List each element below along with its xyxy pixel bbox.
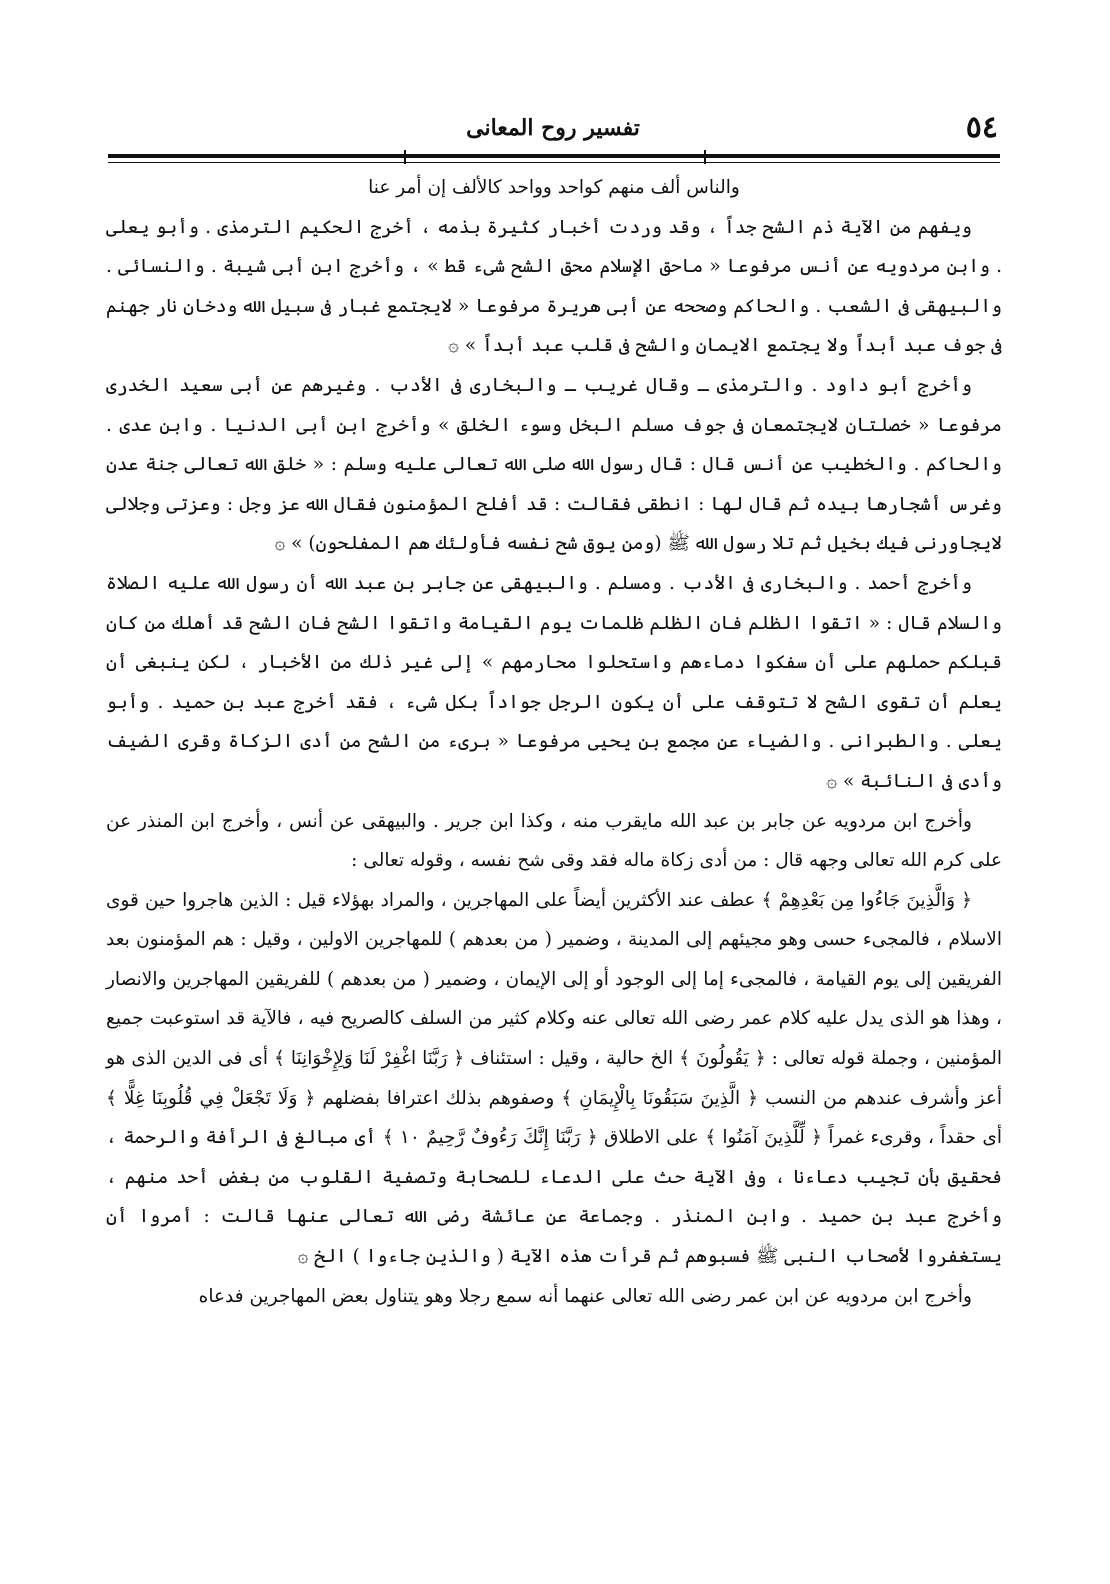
paragraph: وأخرج ابن مردويه عن جابر بن عبد الله مايقرب منه ، وكذا ابن جرير . والبيهقى عن أنس ، وأخرج ابن المنذر عن على كرم الله تعالى وجهه قال : من أدى زكاة ماله فقد وقى شح نفسه ، وقوله تعالى : [106,810,1002,872]
paragraph: وأخرج ابن مردويه عن ابن عمر رضى الله تعالى عنهما أنه سمع رجلا وهو يتناول بعض المهاجرين فدعاه [198,1285,972,1307]
poetry-verse: والناس ألف منهم كواحد وواحد كالألف إن أمر عنا [368,177,740,198]
paragraph: ويفهم من الآية ذم الشح جداً ، وقد وردت أخبار كثيرة بذمه ، أخرج الحكيم الترمذى . وأبو يعلى . وابن مردويه عن أنس مرفوعا « ماحق الإسلام محق الشح شىء قط » ، وأخرج ابن أبى شيبة . والنسائى . والبيهقى فى الشعب . والحاكم وصححه عن أبى هريرة مرفوعا « لايجتمع غبار فى سبيل الله ودخان نار جهنم فى جوف عبد أبداً ولا يجتمع الايمان والشح فى قلب عبد أبداً » ۞ [106,216,1002,357]
paragraph: وأخرج أحمد . والبخارى فى الأدب . ومسلم . والبيهقى عن جابر بن عبد الله أن رسول الله عليه الصلاة والسلام قال : « اتقوا الظلم فان الظلم ظلمات يوم القيامة واتقوا الشح فان الشح قد أهلك من كان قبلكم حملهم على أن سفكوا دماءهم واستحلوا محارمهم » إلى غير ذلك من الأخبار ، لكن ينبغى أن يعلم أن تقوى الشح لا تتوقف على أن يكون الرجل جواداً بكل شىء ، فقد أخرج عبد بن حميد . وأبو يعلى . والطبرانى . والضياء عن مجمع بن يحيى مرفوعا « برىء من الشح من أدى الزكاة وقرى الضيف وأدى فى النائبة » ۞ [106,572,1002,792]
page-number: ٥٤ [965,110,998,145]
header-rule-tick-left [404,150,406,164]
page-header [108,108,998,148]
header-rule-thick [108,154,1000,158]
header-rule-thin [108,162,1000,163]
paragraph: وأخرج أبو داود . والترمذى ـ وقال غريب ـ والبخارى فى الأدب . وغيرهم عن أبى سعيد الخدرى مرفوعا « خصلتان لايجتمعان فى جوف مسلم البخل وسوء الخلق » وأخرج ابن أبى الدنيا . وابن عدى . والحاكم . والخطيب عن أنس قال : قال رسول الله صلى الله تعالى عليه وسلم : « خلق الله تعالى جنة عدن وغرس أشجارها بيده ثم قال لها : انطقى فقالت : قد أفلح المؤمنون فقال الله عز وجل : وعزتى وجلالى لايجاورنى فيك بخيل ثم تلا رسول الله ﷺ (ومن يوق شح نفسه فأولئك هم المفلحون) » ۞ [106,374,1002,555]
header-rule-tick-right [704,150,706,164]
body-text [106,168,1002,1316]
paragraph: ﴿ وَالَّذِينَ جَاءُوا مِن بَعْدِهِمْ ﴾ عطف عند الأكثرين أيضاً على المهاجرين ، والمراد بهؤلاء قيل : الذين هاجروا حين قوى الاسلام ، فالمجىء حسى وهو مجيئهم إلى المدينة ، وضمير ( من بعدهم ) للمهاجرين الاولين ، وقيل : هم المؤمنون بعد الفريقين إلى يوم القيامة ، فالمجىء إما إلى الوجود أو إلى الإيمان ، وضمير ( من بعدهم ) للفريقين المهاجرين والانصار ، وهذا هو الذى يدل عليه كلام عمر رضى الله تعالى عنه وكلام كثير من السلف كالصريح فيه ، فالآية قد استوعبت جميع المؤمنين ، وجملة قوله تعالى : ﴿ يَقُولُونَ ﴾ الخ حالية ، وقيل : استئناف ﴿ رَبَّنَا اغْفِرْ لَنَا وَلِإِخْوَانِنَا ﴾ أى فى الدين الذى هو أعز وأشرف عندهم من النسب ﴿ الَّذِينَ سَبَقُونَا بِالْإِيمَانِ ﴾ وصفوهم بذلك اعترافا بفضلهم ﴿ وَلَا تَجْعَلْ فِي قُلُوبِنَا غِلًّا ﴾ أى حقداً ، وقرىء غمراً ﴿ لِّلَّذِينَ آمَنُوا ﴾ على الاطلاق ﴿ رَبَّنَا إِنَّكَ رَءُوفٌ رَّحِيمٌ ١٠ ﴾ أى مبالغ فى الرأفة والرحمة ، فحقيق بأن تجيب دعاءنا ، وفى الآية حث على الدعاء للصحابة وتصفية القلوب من بغض أحد منهم ، وأخرج عبد بن حميد . وابن المنذر . وجماعة عن عائشة رضى الله تعالى عنها قالت : أمروا أن يستغفروا لأصحاب النبى ﷺ فسبوهم ثم قرأت هذه الآية ( والذين جاءوا ) الخ ۞ [106,889,1002,1268]
running-title: تفسير روح المعانى [466,115,640,141]
